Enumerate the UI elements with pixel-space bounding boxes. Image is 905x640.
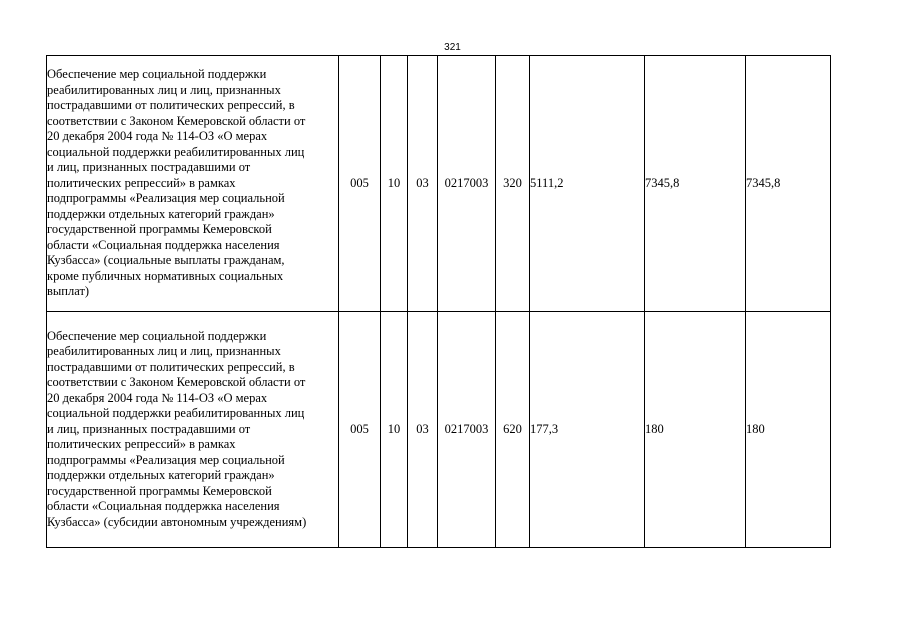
expense-type-cell: 620 bbox=[496, 312, 530, 548]
row-description: Обеспечение мер социальной поддержки реабилитированных лиц и лиц, признанных пострадавшими от политических репрессий, в соответствии с Законом Кемеровской области от 20 декабря 2004 года № 114-ОЗ «О мерах социальной поддержки реабилитированных лиц и лиц, признанных пострадавшими от политических репрессий» в рамках подпрограммы «Реализация мер социальной поддержки отдельных категорий граждан» государственной программы Кемеровской области «Социальная поддержка населения Кузбасса» (социальные выплаты гражданам, кроме публичных нормативных социальных выплат) bbox=[47, 56, 339, 312]
page-number: 321 bbox=[444, 42, 461, 53]
amount-2-cell: 180 bbox=[645, 312, 746, 548]
amount-1-cell: 5111,2 bbox=[530, 56, 645, 312]
ministry-code-cell: 005 bbox=[339, 56, 381, 312]
subsection-cell: 03 bbox=[408, 312, 438, 548]
table-row bbox=[47, 56, 831, 312]
section-cell: 10 bbox=[381, 312, 408, 548]
target-item-cell: 0217003 bbox=[438, 56, 496, 312]
row-description: Обеспечение мер социальной поддержки реабилитированных лиц и лиц, признанных пострадавшими от политических репрессий, в соответствии с Законом Кемеровской области от 20 декабря 2004 года № 114-ОЗ «О мерах социальной поддержки реабилитированных лиц и лиц, признанных пострадавшими от политических репрессий» в рамках подпрограммы «Реализация мер социальной поддержки отдельных категорий граждан» государственной программы Кемеровской области «Социальная поддержка населения Кузбасса» (субсидии автономным учреждениям) bbox=[47, 312, 339, 548]
amount-3-cell: 7345,8 bbox=[746, 56, 831, 312]
amount-3-cell: 180 bbox=[746, 312, 831, 548]
budget-table bbox=[46, 55, 831, 548]
section-cell: 10 bbox=[381, 56, 408, 312]
target-item-cell: 0217003 bbox=[438, 312, 496, 548]
amount-1-cell: 177,3 bbox=[530, 312, 645, 548]
expense-type-cell: 320 bbox=[496, 56, 530, 312]
subsection-cell: 03 bbox=[408, 56, 438, 312]
ministry-code-cell: 005 bbox=[339, 312, 381, 548]
table-row bbox=[47, 312, 831, 548]
amount-2-cell: 7345,8 bbox=[645, 56, 746, 312]
